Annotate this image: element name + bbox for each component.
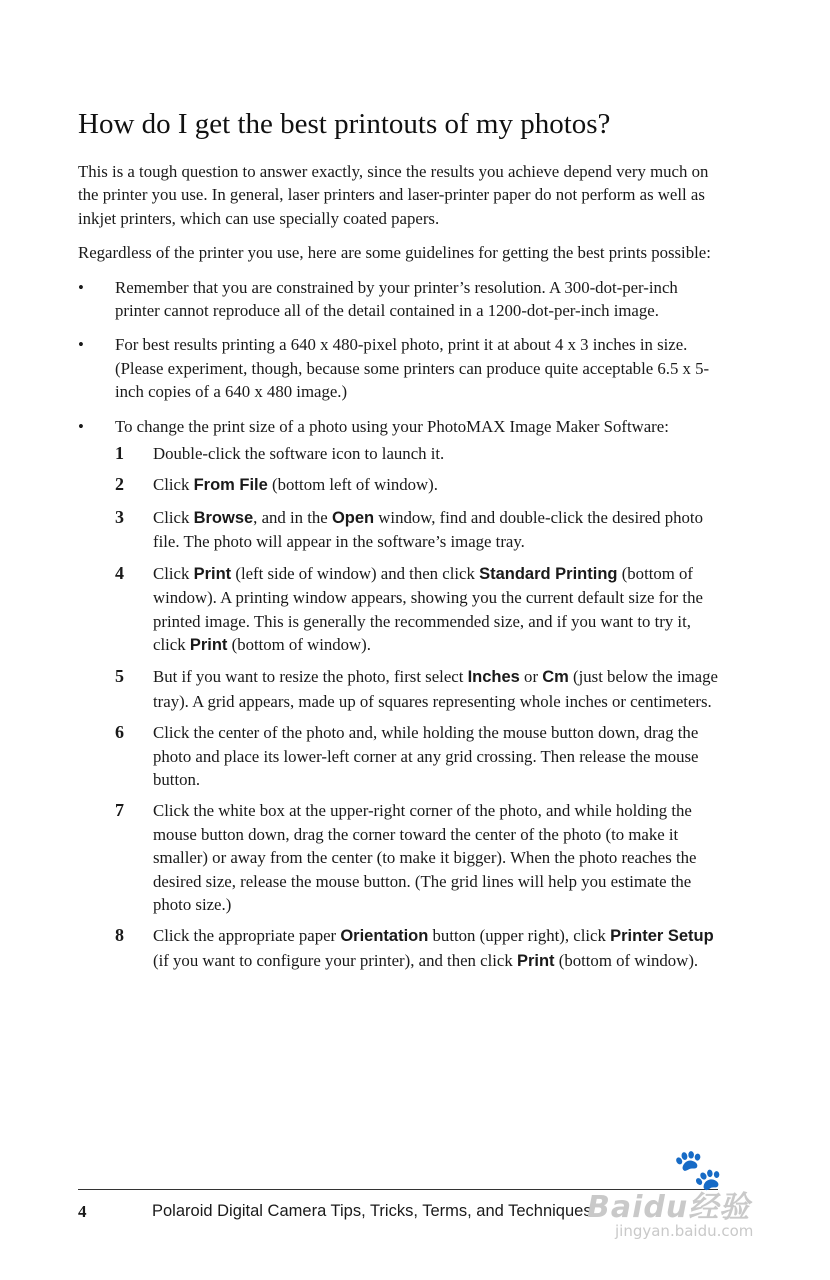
step-item: [115, 442, 718, 465]
step-text: or: [519, 667, 543, 687]
step-number: 7: [115, 800, 124, 821]
step-item: [115, 473, 718, 497]
bullet-text: For best results printing a 640 x 480-pixel photo, print it at about 4 x 3 inches in size. (Please experiment, though, because some printers can produce quite acceptable 6.5 x 5-inch copies of a 640 x 480 image.): [115, 335, 710, 402]
step-text: Click the center of the photo and, while holding the mouse button down, drag the photo and place its lower-left corner at any grid crossing. Then release the mouse button.: [153, 723, 699, 789]
ui-label-print: Print: [193, 564, 232, 583]
step-number: 8: [115, 925, 124, 946]
bullet-icon: •: [78, 277, 84, 297]
step-text: button (upper right), click: [428, 926, 611, 946]
ui-label-open: Open: [331, 508, 375, 527]
ui-label-print: Print: [189, 635, 228, 654]
step-text: (just below the image tray). A grid appears, made up of squares representing whole inches or centimeters.: [153, 667, 718, 711]
step-text: (if you want to configure your printer), and then click: [153, 950, 517, 970]
ui-label-cm: Cm: [542, 668, 569, 687]
step-text: (left side of window) and then click: [231, 563, 480, 583]
step-item: [115, 562, 718, 658]
step-text: , and in the: [253, 507, 332, 527]
intro-paragraph: This is a tough question to answer exactly, since the results you achieve depend very much on the printer you use. In general, laser printers and laser-printer paper do not perform as well as inkjet printers, which can use specially coated papers.: [78, 162, 709, 228]
ui-label-browse: Browse: [193, 508, 254, 527]
step-item: [115, 665, 718, 713]
steps-list: [115, 442, 718, 973]
footer-title: Polaroid Digital Camera Tips, Tricks, Terms, and Techniques: [152, 1202, 592, 1220]
step-number: 6: [115, 722, 124, 743]
ui-label-print: Print: [516, 951, 555, 970]
step-number: 4: [115, 562, 124, 583]
watermark-url: jingyan.baidu.com: [615, 1222, 754, 1240]
step-item: [115, 924, 718, 973]
ui-label-printer-setup: Printer Setup: [610, 927, 714, 946]
list-item: [78, 333, 718, 403]
page-title: How do I get the best printouts of my photos?: [78, 108, 611, 140]
guidelines-paragraph: Regardless of the printer you use, here are some guidelines for getting the best prints possible:: [78, 243, 711, 263]
ui-label-from-file: From File: [193, 476, 268, 495]
guidelines-list: [78, 276, 718, 974]
list-item: [78, 415, 718, 974]
step-text: (bottom of window).: [554, 950, 699, 970]
step-text: Click: [153, 563, 194, 583]
ui-label-standard-printing: Standard Printing: [479, 564, 618, 583]
step-number: 5: [115, 666, 124, 687]
bullet-text: To change the print size of a photo using your PhotoMAX Image Maker Software:: [115, 416, 669, 436]
step-item: [115, 721, 718, 791]
step-item: [115, 799, 718, 916]
step-text: Click: [153, 475, 194, 495]
page-number: 4: [78, 1202, 87, 1221]
step-text: (bottom of window).: [227, 634, 371, 654]
step-item: [115, 506, 718, 554]
bullet-text: Remember that you are constrained by your printer’s resolution. A 300-dot-per-inch printer cannot reproduce all of the detail contained in a 1200-dot-per-inch image.: [115, 277, 678, 321]
watermark-brand: Baidu经验: [587, 1190, 751, 1225]
list-item: [78, 276, 718, 323]
step-text: Click the white box at the upper-right corner of the photo, and while holding the mouse button down, drag the corner toward the center of the photo (to make it smaller) or away from the center (to make it bigger). When the photo reaches the desired size, release the mouse button. (The grid lines will help you estimate the photo size.): [153, 801, 697, 914]
watermark: [585, 1147, 785, 1250]
paw-icon: 🐾: [673, 1147, 723, 1193]
step-text: Click: [153, 507, 194, 527]
step-text: Double-click the software icon to launch it.: [153, 444, 445, 464]
step-text: window, find and double-click the desired photo file. The photo will appear in the software’s image tray.: [153, 507, 703, 552]
step-text: (bottom left of window).: [267, 475, 438, 495]
step-text: But if you want to resize the photo, first select: [153, 667, 468, 687]
step-number: 1: [115, 443, 124, 464]
step-text: (bottom of window). A printing window appears, showing you the current default size for the printed image. This is generally the recommended size, and if you want to try it, click: [153, 563, 703, 654]
bullet-icon: •: [78, 335, 84, 355]
bullet-icon: •: [78, 416, 84, 436]
step-number: 3: [115, 506, 124, 527]
step-number: 2: [115, 474, 124, 495]
body-content: [78, 160, 718, 984]
step-text: Click the appropriate paper: [153, 926, 341, 946]
ui-label-orientation: Orientation: [340, 927, 429, 946]
ui-label-inches: Inches: [467, 668, 520, 687]
